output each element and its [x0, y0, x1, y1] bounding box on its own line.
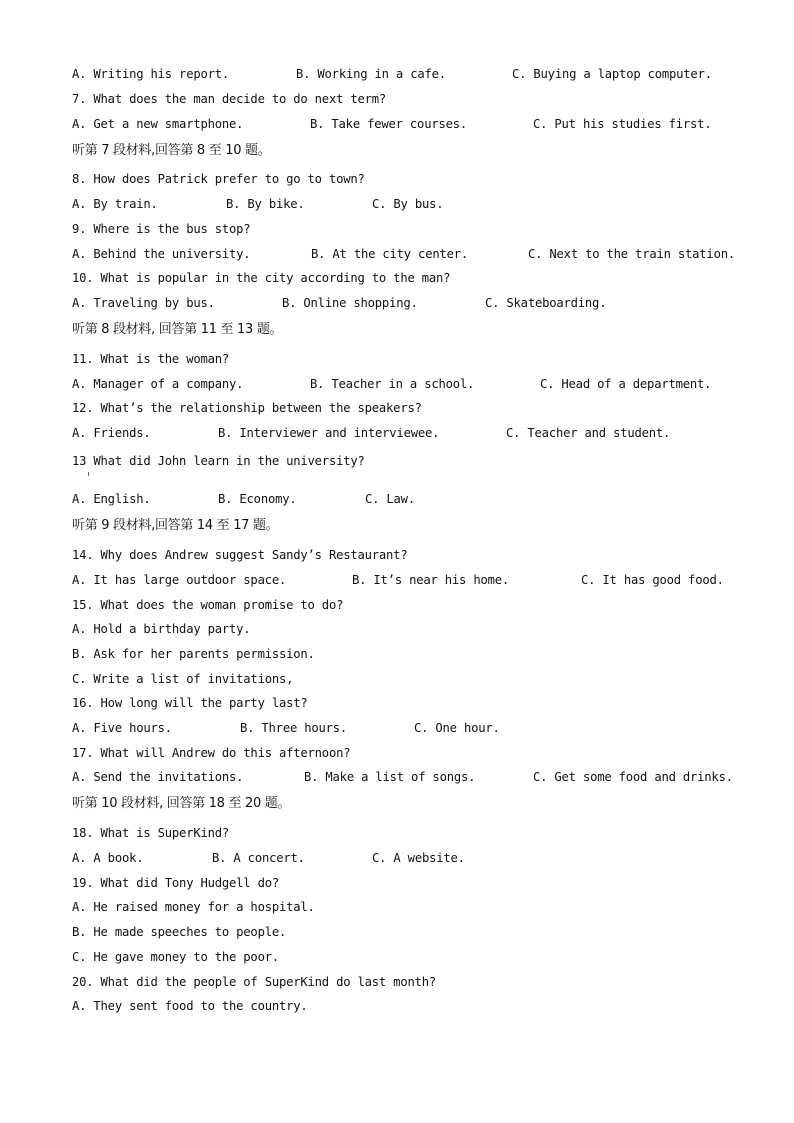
- q19-option-b: B. He made speeches to people.: [72, 925, 287, 939]
- q9-option-c: C. Next to the train station.: [528, 247, 735, 261]
- q14-option-c: C. It has good food.: [581, 573, 724, 587]
- q19-option-a: A. He raised money for a hospital.: [72, 900, 315, 914]
- q14-option-b: B. It’s near his home.: [352, 573, 510, 587]
- q17-option-c: C. Get some food and drinks.: [533, 770, 733, 784]
- q14-option-a: A. It has large outdoor space.: [72, 573, 287, 587]
- q6-option-c: C. Buying a laptop computer.: [512, 67, 712, 81]
- q14-question: 14. Why does Andrew suggest Sandy’s Restaurant?: [72, 548, 408, 562]
- q20-option-a: A. They sent food to the country.: [72, 999, 308, 1013]
- q9-question: 9. Where is the bus stop?: [72, 222, 251, 236]
- q16-option-c: C. One hour.: [414, 721, 500, 735]
- q17-question: 17. What will Andrew do this afternoon?: [72, 746, 351, 760]
- q11-option-a: A. Manager of a company.: [72, 377, 244, 391]
- q11-option-b: B. Teacher in a school.: [310, 377, 475, 391]
- q7-option-b: B. Take fewer courses.: [310, 117, 468, 131]
- q13-option-a: A. English.: [72, 492, 151, 506]
- q12-option-c: C. Teacher and student.: [506, 426, 671, 440]
- q18-question: 18. What is SuperKind?: [72, 826, 230, 840]
- q13-option-b: B. Economy.: [218, 492, 297, 506]
- q16-option-b: B. Three hours.: [240, 721, 348, 735]
- q7-option-c: C. Put his studies first.: [533, 117, 712, 131]
- section-heading-8: 听第 8 段材料, 回答第 11 至 13 题。: [72, 322, 283, 337]
- q9-option-a: A. Behind the university.: [72, 247, 251, 261]
- q8-option-b: B. By bike.: [226, 197, 305, 211]
- q15-option-b: B. Ask for her parents permission.: [72, 647, 315, 661]
- q11-question: 11. What is the woman?: [72, 352, 230, 366]
- q20-question: 20. What did the people of SuperKind do last month?: [72, 975, 437, 989]
- q17-option-a: A. Send the invitations.: [72, 770, 244, 784]
- q13-question: 13 What did John learn in the university?: [72, 454, 365, 468]
- q18-option-b: B. A concert.: [212, 851, 305, 865]
- q10-option-b: B. Online shopping.: [282, 296, 418, 310]
- section-heading-10: 听第 10 段材料, 回答第 18 至 20 题。: [72, 796, 291, 811]
- q11-option-c: C. Head of a department.: [540, 377, 712, 391]
- q18-option-c: C. A website.: [372, 851, 465, 865]
- q10-option-a: A. Traveling by bus.: [72, 296, 215, 310]
- q18-option-a: A. A book.: [72, 851, 144, 865]
- q6-option-a: A. Writing his report.: [72, 67, 230, 81]
- q15-option-a: A. Hold a birthday party.: [72, 622, 251, 636]
- q12-question: 12. What’s the relationship between the speakers?: [72, 401, 422, 415]
- q9-option-b: B. At the city center.: [311, 247, 469, 261]
- q16-question: 16. How long will the party last?: [72, 696, 308, 710]
- q13-option-c: C. Law.: [365, 492, 415, 506]
- q7-option-a: A. Get a new smartphone.: [72, 117, 244, 131]
- q8-option-c: C. By bus.: [372, 197, 444, 211]
- q8-option-a: A. By train.: [72, 197, 158, 211]
- stray-mark: [88, 472, 89, 476]
- q17-option-b: B. Make a list of songs.: [304, 770, 476, 784]
- q12-option-b: B. Interviewer and interviewee.: [218, 426, 440, 440]
- q15-question: 15. What does the woman promise to do?: [72, 598, 344, 612]
- q15-option-c: C. Write a list of invitations,: [72, 672, 294, 686]
- q12-option-a: A. Friends.: [72, 426, 151, 440]
- q10-question: 10. What is popular in the city according to the man?: [72, 271, 451, 285]
- q19-question: 19. What did Tony Hudgell do?: [72, 876, 279, 890]
- q6-option-b: B. Working in a cafe.: [296, 67, 446, 81]
- q8-question: 8. How does Patrick prefer to go to town?: [72, 172, 365, 186]
- q19-option-c: C. He gave money to the poor.: [72, 950, 279, 964]
- section-heading-7: 听第 7 段材料,回答第 8 至 10 题。: [72, 143, 271, 158]
- q16-option-a: A. Five hours.: [72, 721, 172, 735]
- q7-question: 7. What does the man decide to do next term?: [72, 92, 387, 106]
- q10-option-c: C. Skateboarding.: [485, 296, 607, 310]
- section-heading-9: 听第 9 段材料,回答第 14 至 17 题。: [72, 518, 279, 533]
